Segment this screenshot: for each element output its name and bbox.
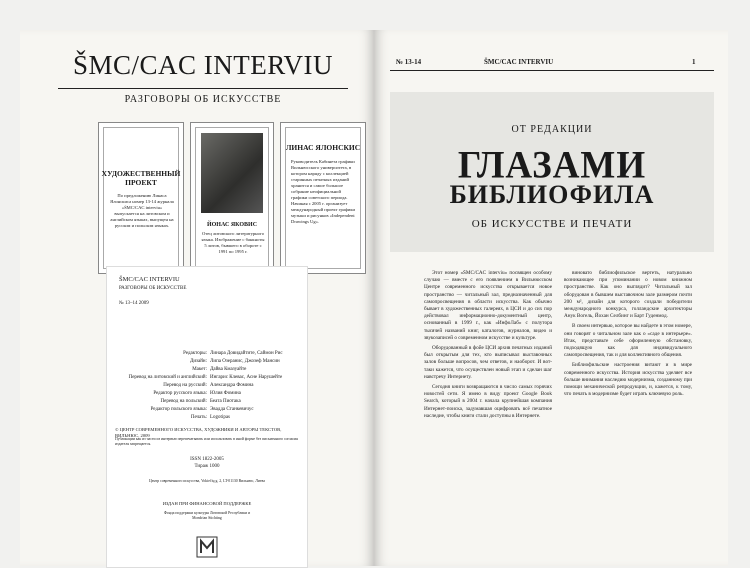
magazine-spread — [20, 30, 728, 566]
credit-label: Редакторы: — [183, 351, 207, 356]
paragraph: Библиофильские настроения витают и в мире современного искусства. История искусства уделяет все больше внимания наследию модернизма, созданному при помощи механической репродукции, и, кажется, к тому, что печать в модернизме будет играть ключевую роль. — [564, 362, 692, 398]
portrait-image — [201, 133, 263, 213]
credit-label: Перевод на русский: — [163, 383, 207, 388]
header-rule — [390, 70, 714, 71]
article-column-1 — [424, 270, 552, 562]
credit-value: Юлия Фомина — [210, 391, 241, 396]
card-jalonskis — [280, 122, 366, 274]
credit-label: Редактор русского языка: — [153, 391, 207, 396]
credit-label: Перевод на литовский и английский: — [128, 375, 207, 380]
credits-note: Публикации как из части из интервью перепечатывать или использовать в иной форме без письменного согласия издателя запрещается. — [115, 437, 298, 446]
credits-subtitle: РАЗГОВОРЫ ОБ ИСКУССТВЕ — [119, 286, 187, 291]
credits-issn: ISSN 1822-2005 — [190, 457, 224, 462]
page-number: 1 — [692, 58, 696, 66]
credit-value: Беата Пиотака — [210, 399, 241, 404]
running-header: ŠMC/CAC INTERVIU — [484, 58, 554, 66]
credit-label: Дизайн: — [189, 359, 207, 364]
credit-label: Печать: — [190, 415, 207, 420]
masthead: ŠMC/CAC INTERVIU — [72, 50, 334, 80]
credits-sponsors: Фонда поддержки культуры Литовской Республики и Mondrian Stichting — [163, 511, 251, 520]
credits-copyright: © ЦЕНТР СОВРЕМЕННОГО ИСКУССТВА, ХУДОЖНИКИ И АВТОРЫ ТЕКСТОВ, ВИЛЬНЮС, 2009 — [115, 427, 282, 438]
paragraph: Оборудованный в фойе ЦСИ архив печатных изданий был открытым для тех, кто выписывал выставочных залов больше вопросов, чем ответов, и наоборот. И вот-таки кажется, что осуществлен новый этап и сделан шаг навстречу Интернету. — [424, 345, 552, 380]
credit-label: Макет: — [192, 367, 207, 372]
editorial-label: ОТ РЕДАКЦИИ — [511, 124, 593, 135]
credit-label: Перевод на польский: — [160, 399, 207, 404]
headline-subtitle: ОБ ИСКУССТВЕ И ПЕЧАТИ — [471, 218, 633, 230]
masthead-subhead: РАЗГОВОРЫ ОБ ИСКУССТВЕ — [124, 94, 282, 105]
credit-value: Липа Озеранис, Джозеф Мансин — [210, 359, 280, 364]
credit-label: Редактор польского языка: — [150, 407, 207, 412]
issue-label: № 13-14 — [396, 58, 422, 66]
headline-line-2: БИБЛИОФИЛА — [449, 180, 655, 209]
card-jalonskis-text: Руководитель Кабинета графики Вильнюсского университета, в котором наряду с коллекцией старинных печатных изданий хранится и самое большое собрание неофициальной графики советского периода. Начиная с 2005 г. организует международный проект графики музыки и рисунков «Independent Drawings Ug». — [291, 159, 356, 224]
card-art-project — [98, 122, 184, 274]
headline-band — [390, 92, 714, 252]
paragraph: Этот номер «ŠMC/CAC interviu» посвящен особому случаю — вместе с его появлением в Вильнюсском Центре современного искусства открывается новое пространство — читальный зал, предназначенный для самопросвещения в области искусства. Как обычно бывает в художественных галереях, в ЦСИ и до сих пор действовал информационно-документный центр, основанный в 1999 г., как «ИнфоЛаб» с полутора тысячей названий книг, каталогов, журналов, видео и звукозаписей о современном искусстве и культуре. — [424, 270, 552, 341]
credits-sponsor-head: ИЗДАН ПРИ ФИНАНСОВОЙ ПОДДЕРЖКЕ — [162, 501, 252, 506]
credits-title: ŠMC/CAC INTERVIU — [119, 276, 180, 283]
masthead-rule — [58, 88, 348, 89]
paragraph: Сегодня книги возвращаются в число самых горячих новостей сети. Я имею в виду проект Google Book Search, который в 2004 г. начала крупнейшая компания Интернет-поиска, задумавшая оцифровать всё печатное наследие, чтобы книги стали доступны в Интернете. — [424, 384, 552, 419]
credits-issue: № 13–14 2009 — [119, 301, 149, 306]
card-banknote-name: ЙОНАС ЯКОВИС — [206, 222, 258, 228]
credits-box — [106, 266, 308, 568]
right-page — [374, 30, 728, 566]
card-banknote-text: Отец литовского литературного языка. Изображение с банкноты 5 литов, бывшего в обороте с 1991 по 1995 г. — [201, 231, 265, 254]
card-jalonskis-title: ЛИНАС ЯЛОНСКИС — [285, 143, 361, 152]
paragraph: виновато библиофильское вертеть, натурально возникающее при упоминании о новом книжном пространстве. Как оно выглядит? Читальный зал оборудован в бывшем выставочном зале размером почти 200 м², дизайн для которого создали победители международного конкурса, голландские архитекторы Анук Вогель, Йохан Селбинг и Барт Гуденмод. — [564, 270, 692, 320]
credit-value: Александра Фомина — [210, 383, 254, 388]
credit-value: Дайва Кмазуайте — [210, 367, 247, 372]
left-page — [20, 30, 374, 566]
card-art-project-title: ХУДОЖЕСТВЕННЫЙ ПРОЕКТ — [101, 169, 181, 187]
credit-value: Линара Довидайтите, Саймон Рис — [210, 351, 283, 356]
card-banknote — [190, 122, 274, 274]
credits-address: Центр современного искусства, Vokiečių g. 2, LT-01130 Вильнюс, Литва — [149, 479, 265, 483]
sponsor-logo-icon — [195, 535, 219, 559]
paragraph: В своем интервью, которое вы найдете в этом номере, они говорят о читальном зале как о «саде в интерьере». Итак, представьте себе оформленную обстановку, подходящую как для индивидуального самопросвещения, так и для коллективного общения. — [564, 323, 692, 359]
credit-value: Ингарис Клевас, Асне Нарушейте — [210, 375, 283, 380]
article-column-2 — [564, 270, 692, 562]
credit-value: Logotipas — [210, 415, 230, 420]
credits-print-run: Тираж 1000 — [194, 464, 220, 469]
credit-value: Эвадда Станкевичус — [210, 407, 254, 412]
headline-line-1: ГЛАЗАМИ — [457, 143, 647, 188]
card-art-project-text: По предложению Линаса Ялонскиса номер 13-14 журнала «ŠMC/CAC interviu» выпускается на литовском и английском языках, выпущен на русском и польском языках. — [110, 193, 174, 228]
